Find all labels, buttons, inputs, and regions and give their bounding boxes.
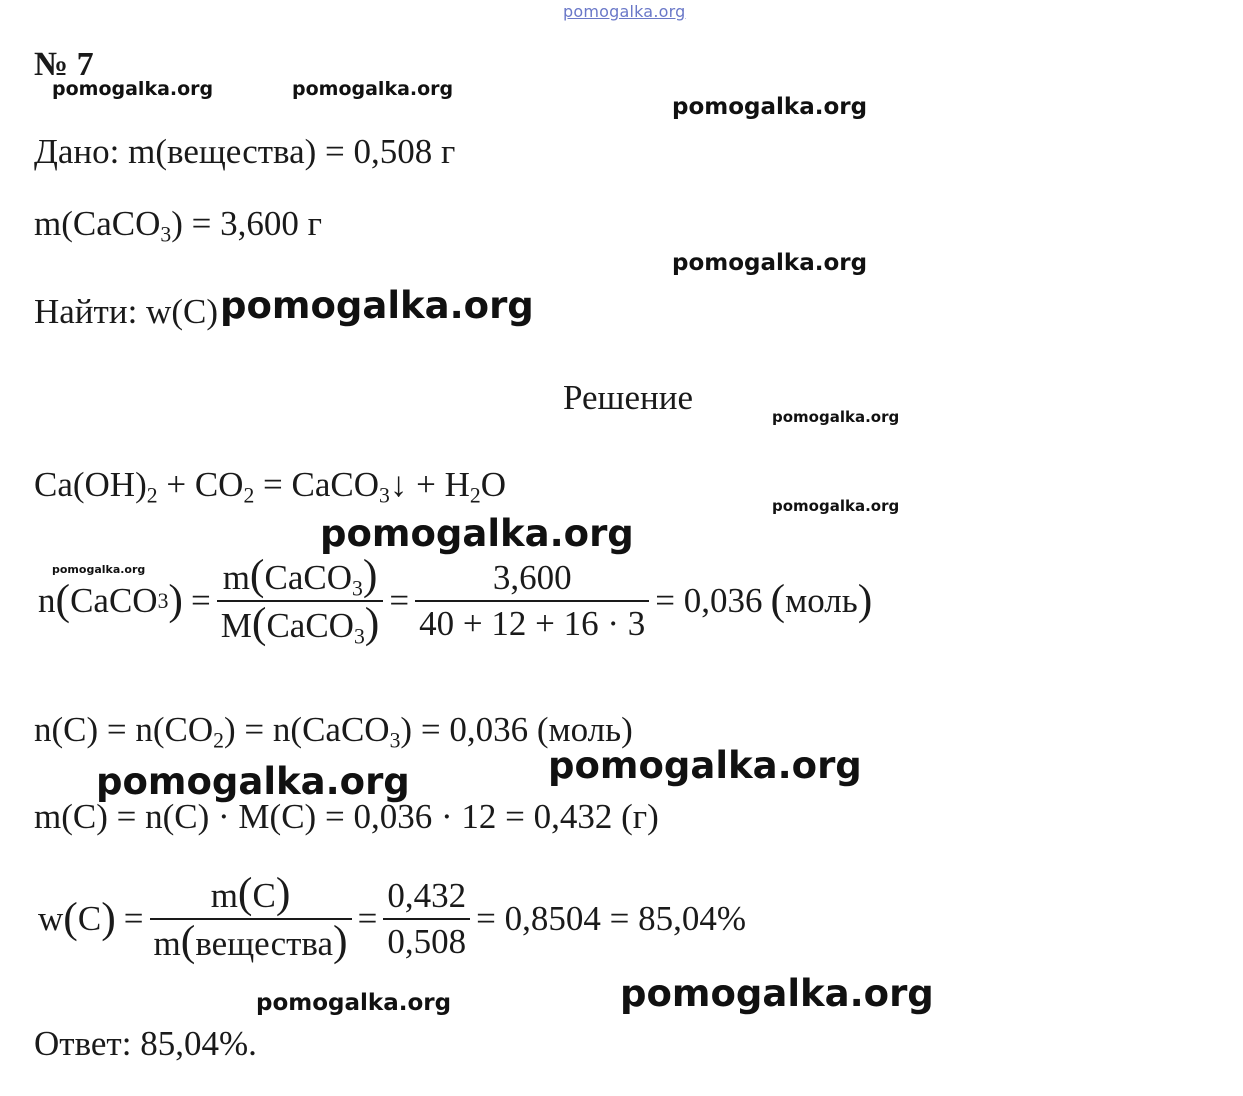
reaction-part: Ca(OH) xyxy=(34,465,147,504)
watermark: pomogalka.org xyxy=(620,972,934,1015)
subscript: 2 xyxy=(243,483,255,508)
fraction-mass-over-molar xyxy=(217,551,384,649)
eq1-unit: моль xyxy=(785,581,858,620)
watermark: pomogalka.org xyxy=(672,94,868,120)
fraction-numerator: m(CaCO$_3$) xyxy=(222,551,378,601)
reaction-part: O xyxy=(480,465,507,504)
subscript: 2 xyxy=(213,728,225,753)
fraction-denominator: 0,508 xyxy=(383,918,470,962)
watermark: pomogalka.org xyxy=(220,284,534,327)
mass-fraction-equation xyxy=(38,869,746,965)
problem-number: № 7 xyxy=(34,46,94,83)
watermark-top: pomogalka.org xyxy=(563,2,686,21)
watermark: pomogalka.org xyxy=(292,78,454,100)
fraction-numeric xyxy=(383,876,470,962)
fraction-numeric xyxy=(415,558,649,644)
subscript: 3 xyxy=(379,483,390,508)
fraction-denominator: M(CaCO$_3$) xyxy=(217,600,384,646)
eq1-lhs-inner: CaCO xyxy=(70,581,158,620)
moles-carbon-equation xyxy=(34,710,633,753)
eq2-part: ) = 0,036 (моль) xyxy=(400,710,633,749)
equals-sign: = xyxy=(191,581,211,620)
equals-sign: = xyxy=(357,899,378,938)
watermark: pomogalka.org xyxy=(256,990,452,1016)
find-label: Найти: xyxy=(34,292,138,331)
watermark: pomogalka.org xyxy=(548,744,862,787)
answer-value: 85,04%. xyxy=(140,1024,257,1063)
given-mass-caco3-value: ) = 3,600 г xyxy=(171,204,322,243)
watermark: pomogalka.org xyxy=(672,250,868,276)
given-mass-caco3: m(CaCO xyxy=(34,204,161,243)
paren-open: ( xyxy=(770,576,786,625)
given-line-1 xyxy=(34,132,455,172)
reaction-part: ↓ + H xyxy=(389,465,470,504)
answer-line xyxy=(34,1024,257,1064)
paren-close: ) xyxy=(101,894,116,943)
reaction-part: = CaCO xyxy=(254,465,380,504)
equals-sign: = xyxy=(389,581,410,620)
fraction-denominator: 40 + 12 + 16 · 3 xyxy=(415,600,649,644)
fraction-numerator: 3,600 xyxy=(492,558,572,597)
subscript: 3 xyxy=(389,728,401,753)
watermark: pomogalka.org xyxy=(772,408,900,426)
subscript: 2 xyxy=(469,483,481,508)
subscript: 2 xyxy=(146,483,158,508)
watermark: pomogalka.org xyxy=(320,512,634,555)
reaction-part: + CO xyxy=(157,465,244,504)
watermark: pomogalka.org xyxy=(52,78,214,100)
paren-close: ) xyxy=(168,576,183,625)
eq2-part: ) = n(CaCO xyxy=(224,710,390,749)
eq4-lhs: w xyxy=(38,899,64,938)
given-mass-substance: m(вещества) = 0,508 г xyxy=(128,132,456,171)
given-line-2 xyxy=(34,204,322,247)
watermark: pomogalka.org xyxy=(96,760,410,803)
find-value: w(C) xyxy=(146,292,218,331)
fraction-numerator: m(C) xyxy=(210,869,291,917)
eq4-lhs-inner: C xyxy=(77,899,102,938)
paren-open: ( xyxy=(63,894,78,943)
fraction-denominator: m(вещества) xyxy=(150,918,352,964)
subscript: 3 xyxy=(160,222,172,247)
moles-caco3-equation: n ( CaCO 3 ) = $\frac{m(CaCO_3)}{M(CaCO_3)}$ = $\frac{3,600}{40 + 12 + 16 \cdot 3}$ = 0,036 ( моль ) xyxy=(38,551,873,649)
equals-sign: = xyxy=(123,899,144,938)
paren-close: ) xyxy=(857,576,873,625)
answer-label: Ответ: xyxy=(34,1024,132,1063)
eq2-part: n(C) = n(CO xyxy=(34,710,214,749)
mass-carbon-equation: m(C) = n(C) · M(C) = 0,036 · 12 = 0,432 (г) xyxy=(34,797,659,836)
watermark: pomogalka.org xyxy=(52,563,146,576)
reaction-equation xyxy=(34,465,507,508)
find-line xyxy=(34,292,218,332)
paren-open: ( xyxy=(55,576,71,625)
fraction-numerator: 0,432 xyxy=(387,876,467,915)
given-label: Дано: xyxy=(34,132,120,171)
watermark: pomogalka.org xyxy=(772,497,900,515)
eq1-result: = 0,036 xyxy=(655,581,763,620)
solution-title: Решение xyxy=(563,378,694,417)
eq4-result: = 0,8504 = 85,04% xyxy=(476,899,746,938)
fraction-mass-ratio xyxy=(150,869,352,965)
eq1-lhs: n xyxy=(38,581,56,620)
